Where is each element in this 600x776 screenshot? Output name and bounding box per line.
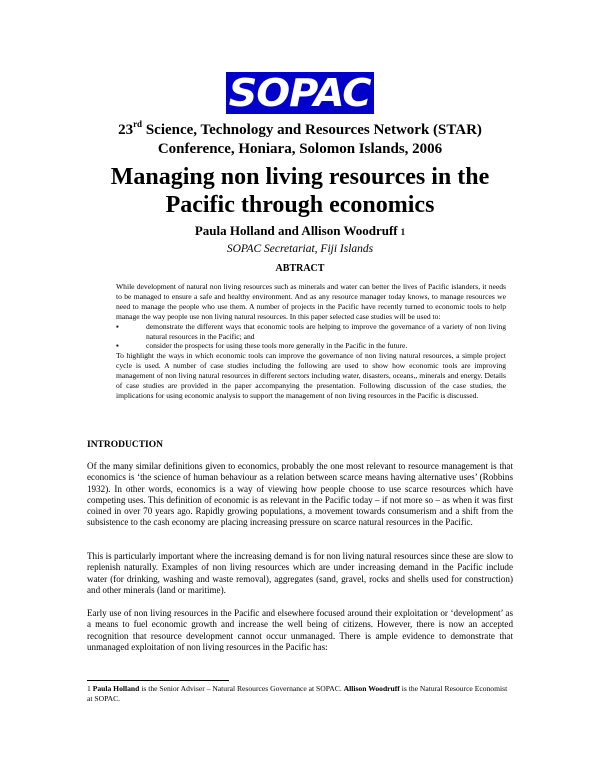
author-line [80, 223, 520, 240]
bullet-text: consider the prospects for using these tools more generally in the Pacific in the future. [146, 341, 408, 351]
abstract-heading: ABTRACT [275, 263, 325, 274]
abstract-closing: To highlight the ways in which economic tools can improve the governance of non living natural resources, a simple project cycle is used. A number of case studies including the following are used to show how economic tools are improving management of non living natural resources in different sectors including water, disasters, oceans,, minerals and energy. Details of case studies are provided in the paper accompanying the presentation. Following discussion of the case studies, the implications for using economic analysis to support the management of non living resources in the Pacific is discussed. [116, 351, 506, 400]
footnote-mark: 1 [87, 684, 91, 693]
sopac-logo [226, 72, 374, 114]
introduction-heading: INTRODUCTION [87, 440, 164, 450]
conference-heading [80, 121, 520, 159]
bullet-marker: ▪ [116, 321, 119, 331]
body-paragraph: Of the many similar definitions given to economics, probably the one most relevant to resource management is that economics is ‘the science of human behaviour as a relation between scarce means having alternative uses’ (Robbins 1932). In other words, economics is a way of viewing how people choose to use scarce resources which have competing uses. This definition of economic is as relevant in the Pacific today – if not more so – as when it was first coined in over 70 years ago. Rapidly growing populations, a movement towards consumerism and a shift from the subsistence to the cash economy are placing increasing pressure on scarce natural resources in the Pacific. [87, 461, 513, 528]
conference-line2: Conference, Honiara, Solomon Islands, 2006 [157, 141, 443, 157]
footnote-text1: is the Senior Adviser – Natural Resources Governance at SOPAC. [139, 684, 344, 693]
abstract-intro: While development of natural non living resources such as minerals and water can better the lives of Pacific islanders, it needs to be managed to ensure a safe and healthy environment. And as any resource manager today knows, to manage resources we need to manage the people who use them. A number of projects in the Pacific have recently turned to economic tools to help manage the way people use non living natural resources. In this paper selected case studies will be used to: [116, 282, 506, 321]
title-line1: Managing non living resources in the [110, 164, 490, 190]
abstract-bullet [116, 341, 506, 351]
footnote-name1: Paula Holland [92, 684, 140, 693]
author-names: Paula Holland and Allison Woodruff [194, 223, 398, 238]
abstract-body [116, 282, 506, 401]
abstract-bullet [116, 322, 506, 342]
footnote-text2: is the Natural Resource Economist at SOPAC. [87, 684, 508, 703]
paper-title [60, 163, 540, 219]
affiliation: SOPAC Secretariat, Fiji Islands [226, 243, 374, 255]
author-footnote-mark: 1 [400, 227, 406, 237]
footnote-separator [87, 680, 229, 681]
footnote [87, 684, 513, 704]
footnote-name2: Allison Woodruff [343, 684, 400, 693]
title-line2: Pacific through economics [165, 192, 435, 218]
bullet-marker: ▪ [116, 341, 119, 351]
logo-text: SOPAC [229, 71, 371, 115]
body-paragraph: Early use of non living resources in the Pacific and elsewhere focused around their exploitation or ‘development’ as a means to fuel economic growth and increase the well being of citizens. However, there is now an accepted recognition that resource development cannot occur unmanaged. There is ample evidence to demonstrate that unmanaged exploitation of non living resources in the Pacific has: [87, 608, 513, 652]
conference-line1: Science, Technology and Resources Network (STAR) [142, 122, 482, 138]
body-paragraph: This is particularly important where the increasing demand is for non living natural resources since these are slow to replenish naturally. Examples of non living resources which are under increasing demand in the Pacific include water (for drinking, washing and waste removal), aggregates (sand, gravel, rocks and shells used for construction) and other minerals (land or maritime). [87, 551, 513, 595]
bullet-text: demonstrate the different ways that economic tools are helping to improve the governance of a variety of non living natural resources in the Pacific; and [146, 321, 506, 341]
conference-ordinal: rd [133, 119, 143, 129]
conference-number: 23 [118, 122, 134, 138]
